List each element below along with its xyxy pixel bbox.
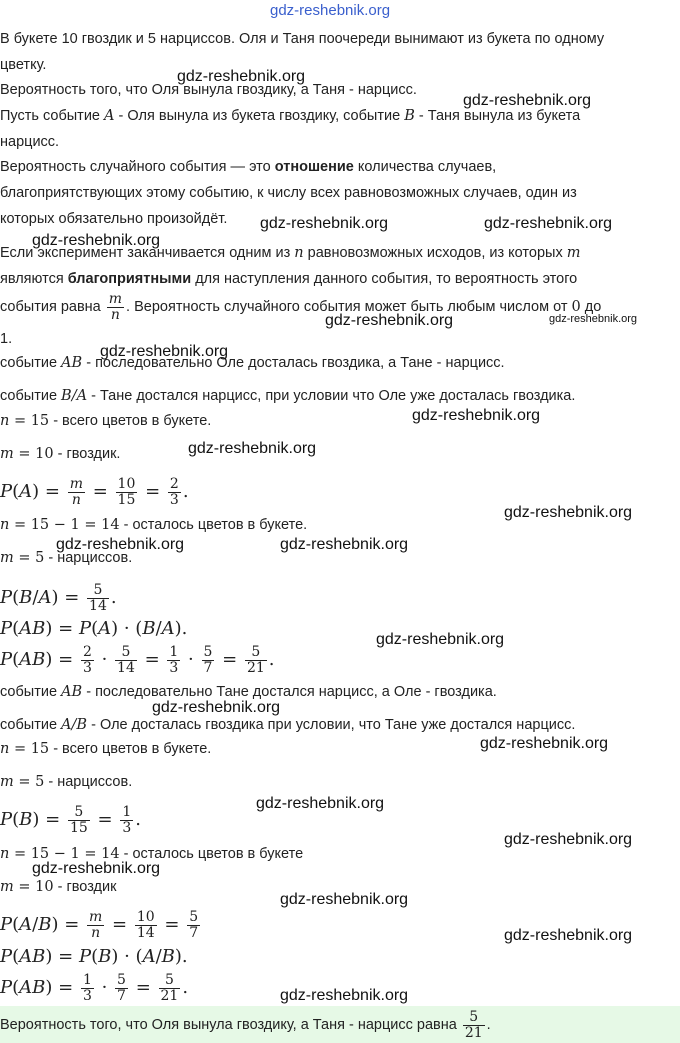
cl2-text-c: для наступления данного события, то вероятность этого (195, 271, 578, 287)
problem-line-1: В букете 10 гвоздик и 5 нарциссов. Оля и Таня поочереди вынимают из букета по одному (0, 31, 605, 47)
watermark: gdz-reshebnik.org (280, 987, 409, 1004)
classical-line-1: Если эксперимент заканчивается одним из n равновозможных исходов, из которых m (0, 245, 581, 261)
m-desc: - гвоздик. (57, 446, 121, 462)
events-line-2: нарцисс. (0, 134, 60, 150)
classical-line-3: события равна $\frac{m}{n}$ . Вероятность случайного события может быть любым числом от 0 до (0, 290, 602, 323)
watermark: gdz-reshebnik.org (270, 2, 391, 19)
event-label: событие (0, 355, 58, 371)
answer-numerator: 5 (463, 1010, 485, 1026)
watermark: gdz-reshebnik.org (56, 536, 185, 553)
classical-line-2 (0, 270, 577, 288)
watermark: gdz-reshebnik.org (480, 735, 609, 752)
answer-box (0, 1006, 680, 1043)
watermark: gdz-reshebnik.org (152, 699, 281, 716)
events-text-a: Пусть событие (0, 108, 100, 124)
p-ab2-result: P(AB) = $\frac{1}{3}$ · $\frac{5}{7}$ = $\frac{5}{21}$ . (0, 971, 189, 1004)
watermark: gdz-reshebnik.org (256, 795, 385, 812)
cl3-text-a: события равна (0, 299, 101, 315)
watermark: gdz-reshebnik.org (188, 440, 317, 457)
watermark: gdz-reshebnik.org (325, 312, 454, 329)
n4-line: n = 15 − 1 = 14 - осталось цветов в букете (0, 846, 304, 862)
p-a-over-b-formula: P(A/B) = $\frac{m}{n}$ = $\frac{10}{14}$ = $\frac{5}{7}$ (0, 908, 199, 941)
event-ba-desc: - Тане достался нарцисс, при условии что Оле уже досталась гвоздика. (91, 388, 576, 404)
def-text-a: Вероятность случайного события — это (0, 159, 271, 175)
p-ab2-product: P(AB) = P(B) · (A/B). (0, 946, 188, 967)
watermark: gdz-reshebnik.org (549, 313, 638, 325)
problem-line-2: цветку. (0, 57, 47, 73)
m3-desc: - нарциссов. (48, 774, 133, 790)
event-a-over-b-line: событие A/B - Оле досталась гвоздика при условии, что Тане уже достался нарцисс. (0, 717, 576, 733)
n3-desc: - всего цветов в букете. (53, 741, 212, 757)
event-label: событие (0, 684, 58, 700)
watermark: gdz-reshebnik.org (504, 504, 633, 521)
answer-denominator: 21 (464, 1024, 483, 1041)
m-line: m = 10 - гвоздик. (0, 446, 121, 462)
n2-line: n = 15 − 1 = 14 - осталось цветов в букете. (0, 517, 308, 533)
n2-desc: - осталось цветов в букете. (123, 517, 308, 533)
watermark: gdz-reshebnik.org (260, 215, 389, 232)
p-b-formula: P(B) = $\frac{5}{15}$ = $\frac{1}{3}$ . (0, 803, 141, 836)
cl-text-a: Если эксперимент заканчивается одним из (0, 245, 291, 261)
event-ab-line: событие AB - последовательно Оле досталась гвоздика, а Тане - нарцисс. (0, 355, 505, 371)
definition-line-1 (0, 158, 496, 176)
cl2-bold: благоприятными (67, 271, 192, 287)
m2-desc: - нарциссов. (48, 550, 133, 566)
n4-desc: - осталось цветов в букете (123, 846, 304, 862)
definition-line-3: которых обязательно произойдёт. (0, 211, 228, 227)
event-ba-line: событие B/A - Тане достался нарцисс, при условии что Оле уже досталась гвоздика. (0, 388, 576, 404)
event-label: событие (0, 717, 58, 733)
cl-text-b: равновозможных исходов, из которых (307, 245, 563, 261)
watermark: gdz-reshebnik.org (504, 927, 633, 944)
watermark: gdz-reshebnik.org (376, 631, 505, 648)
event-ab-desc: - последовательно Оле досталась гвоздика, а Тане - нарцисс. (86, 355, 505, 371)
classical-line-4: 1. (0, 331, 13, 347)
answer-fraction (463, 1010, 485, 1041)
event-a-over-b-desc: - Оле досталась гвоздика при условии, что Тане уже достался нарцисс. (91, 717, 576, 733)
p-ba-formula: P(B/A) = $\frac{5}{14}$ . (0, 581, 117, 614)
n-line: n = 15 - всего цветов в букете. (0, 413, 212, 429)
event-label: событие (0, 388, 58, 404)
events-line: Пусть событие A - Оля вынула из букета гвоздику, событие B - Таня вынула из букета (0, 108, 581, 124)
answer-text: Вероятность того, что Оля вынула гвоздику, а Таня - нарцисс равна (0, 1017, 457, 1033)
watermark: gdz-reshebnik.org (280, 536, 409, 553)
watermark: gdz-reshebnik.org (504, 831, 633, 848)
p-ab-result: P(AB) = $\frac{2}{3}$ · $\frac{5}{14}$ = $\frac{1}{3}$ · $\frac{5}{7}$ = $\frac{5}{21}$ . (0, 643, 275, 676)
watermark: gdz-reshebnik.org (100, 343, 229, 360)
watermark: gdz-reshebnik.org (32, 860, 161, 877)
cl2-text-a: являются (0, 271, 64, 287)
watermark: gdz-reshebnik.org (463, 92, 592, 109)
n3-line: n = 15 - всего цветов в букете. (0, 741, 212, 757)
def-text-c: количества случаев, (357, 159, 497, 175)
n-desc: - всего цветов в букете. (53, 413, 212, 429)
p-ab-product: P(AB) = P(A) · (B/A). (0, 618, 188, 639)
question-line: Вероятность того, что Оля вынула гвоздику, а Таня - нарцисс. (0, 82, 417, 98)
cl3-text-b: . Вероятность случайного события может быть любым числом от (126, 299, 568, 315)
m3-line: m = 5 - нарциссов. (0, 774, 133, 790)
m4-desc: - гвоздик (57, 879, 117, 895)
def-bold: отношение (274, 159, 354, 175)
watermark: gdz-reshebnik.org (32, 232, 161, 249)
event-ab2-line: событие AB - последовательно Тане достался нарцисс, а Оле - гвоздика. (0, 684, 497, 700)
watermark: gdz-reshebnik.org (484, 215, 613, 232)
m2-line: m = 5 - нарциссов. (0, 550, 133, 566)
answer-line: Вероятность того, что Оля вынула гвоздику, а Таня - нарцисс равна $\frac{5}{21}$ . (0, 1008, 491, 1041)
events-text-b: - Оля вынула из букета гвоздику, событие (118, 108, 401, 124)
fraction-m-n: $\frac{m}{n}$ (108, 290, 123, 323)
watermark: gdz-reshebnik.org (412, 407, 541, 424)
watermark: gdz-reshebnik.org (177, 68, 306, 85)
m4-line: m = 10 - гвоздик (0, 879, 117, 895)
p-a-formula: P(A) = $\frac{m}{n}$ = $\frac{10}{15}$ = $\frac{2}{3}$ . (0, 475, 189, 508)
event-ab2-desc: - последовательно Тане достался нарцисс, а Оле - гвоздика. (86, 684, 497, 700)
cl3-text-c: до (584, 299, 602, 315)
definition-line-2: благоприятствующих этому событию, к числу всех равновозможных случаев, один из (0, 185, 577, 201)
events-text-c: - Таня вынула из букета (418, 108, 581, 124)
watermark: gdz-reshebnik.org (280, 891, 409, 908)
